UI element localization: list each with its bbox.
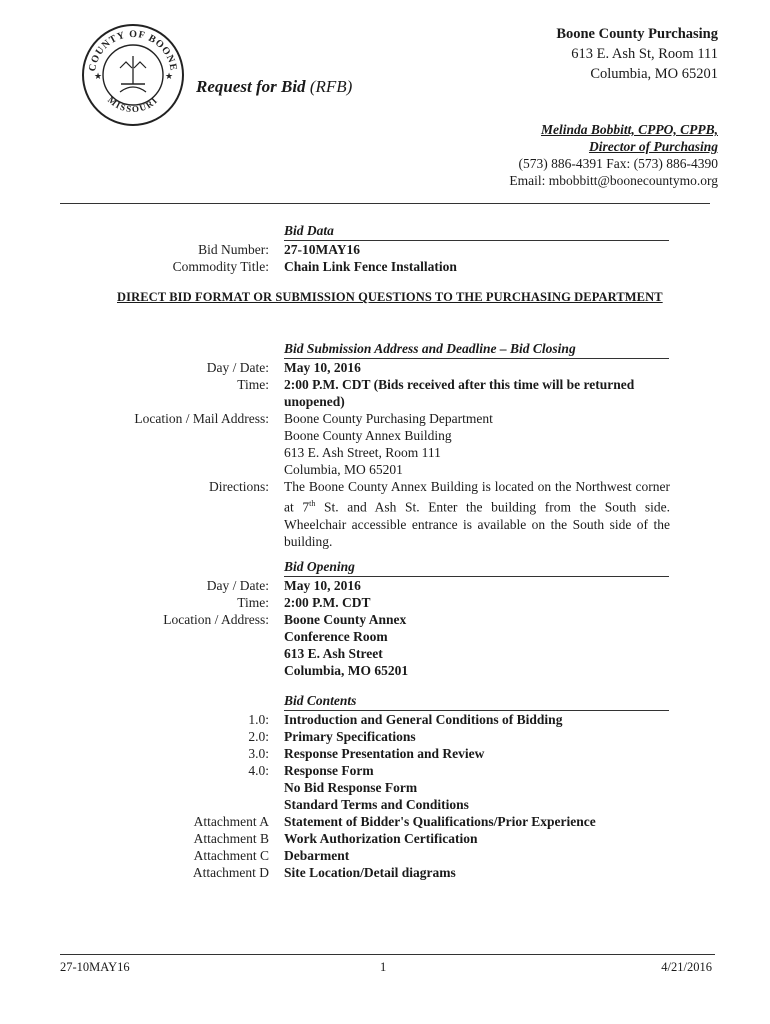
contents-item-number: Attachment A — [193, 814, 269, 829]
bid-data-heading: Bid Data — [284, 222, 669, 241]
contents-item-text: Introduction and General Conditions of Bidding — [284, 712, 563, 727]
opening-time-value: 2:00 P.M. CDT — [284, 595, 371, 610]
opening-location-line3: 613 E. Ash Street — [284, 646, 383, 661]
mail-address-line2: Boone County Annex Building — [284, 428, 452, 443]
mail-address-line4: Columbia, MO 65201 — [284, 462, 403, 477]
director-title: Director of Purchasing — [588, 139, 718, 154]
contents-item-text: Response Form — [284, 763, 374, 778]
bid-number-label: Bid Number: — [198, 242, 269, 257]
opening-location-line1: Boone County Annex — [284, 612, 407, 627]
contents-item-number: 3.0: — [248, 746, 269, 761]
footer-bid-number: 27-10MAY16 — [60, 960, 130, 974]
contents-item-text: No Bid Response Form — [284, 780, 418, 795]
contents-item-text: Standard Terms and Conditions — [284, 797, 469, 812]
bid-number-value: 27-10MAY16 — [284, 242, 360, 257]
contents-item-text: Statement of Bidder's Qualifications/Prior Experience — [284, 814, 596, 829]
opening-location-line2: Conference Room — [284, 629, 388, 644]
opening-date-value: May 10, 2016 — [284, 578, 361, 593]
contents-item-number: Attachment C — [193, 848, 269, 863]
contents-item-number: Attachment B — [193, 831, 269, 846]
footer-date: 4/21/2016 — [661, 960, 712, 974]
bid-opening-heading: Bid Opening — [284, 558, 669, 577]
directions-text — [284, 478, 670, 550]
title-text: Request for Bid — [196, 77, 306, 96]
directions-label: Directions: — [209, 479, 269, 494]
contents-item-number: 1.0: — [248, 712, 269, 727]
contents-item-text: Site Location/Detail diagrams — [284, 865, 456, 880]
closing-date-value: May 10, 2016 — [284, 360, 361, 375]
closing-time-value: 2:00 P.M. CDT (Bids received after this time will be returned unopened) — [284, 377, 635, 409]
seal-top-text: COUNTY OF BOONE — [87, 28, 179, 73]
director-contact-block — [509, 121, 718, 189]
opening-date-label: Day / Date: — [206, 578, 269, 593]
directions-text-part2: St. and Ash St. Enter the building from the South side. Wheelchair accessible entrance is available on the South side of the building. — [284, 499, 670, 549]
directions-superscript: th — [309, 499, 316, 508]
contents-item-number: 4.0: — [248, 763, 269, 778]
contents-item-text: Work Authorization Certification — [284, 831, 478, 846]
footer-page-number: 1 — [380, 960, 387, 974]
contents-item-text: Response Presentation and Review — [284, 746, 485, 761]
county-seal-icon — [80, 22, 186, 128]
directions-text-part1: The Boone County Annex Building is located on the Northwest corner at 7 — [284, 479, 670, 515]
mail-address-line1: Boone County Purchasing Department — [284, 411, 493, 426]
commodity-label: Commodity Title: — [172, 259, 269, 274]
document-title — [196, 77, 352, 97]
mail-address-line3: 613 E. Ash Street, Room 111 — [284, 445, 441, 460]
department-address-line1: 613 E. Ash St, Room 111 — [571, 46, 718, 62]
svg-text:★: ★ — [94, 71, 103, 81]
closing-date-label: Day / Date: — [206, 360, 269, 375]
opening-time-label: Time: — [237, 595, 269, 610]
contents-item-text: Debarment — [284, 848, 350, 863]
department-address-line2: Columbia, MO 65201 — [590, 66, 718, 82]
contents-item-text: Primary Specifications — [284, 729, 416, 744]
direct-questions-notice: DIRECT BID FORMAT OR SUBMISSION QUESTIONS TO THE PURCHASING DEPARTMENT — [117, 290, 663, 304]
director-email[interactable]: Email: mbobbitt@boonecountymo.org — [509, 173, 718, 188]
mail-address-label: Location / Mail Address: — [134, 411, 269, 426]
submission-heading: Bid Submission Address and Deadline – Bid Closing — [284, 340, 669, 359]
contents-item-number: Attachment D — [192, 865, 269, 880]
department-name: Boone County Purchasing — [556, 26, 718, 42]
director-phone: (573) 886-4391 Fax: (573) 886-4390 — [518, 156, 718, 171]
bid-contents-heading: Bid Contents — [284, 692, 669, 711]
director-name: Melinda Bobbitt, CPPO, CPPB, — [540, 122, 718, 137]
opening-location-label: Location / Address: — [163, 612, 269, 627]
footer-divider — [60, 954, 715, 955]
contents-item-number: 2.0: — [248, 729, 269, 744]
department-address-block — [556, 24, 718, 84]
seal-bottom-text: MISSOURI — [105, 94, 161, 115]
svg-text:★: ★ — [165, 71, 174, 81]
header-divider — [60, 203, 710, 204]
opening-location-line4: Columbia, MO 65201 — [284, 663, 409, 678]
closing-time-label: Time: — [237, 377, 269, 392]
title-abbr: (RFB) — [309, 77, 353, 96]
svg-text:MISSOURI — [106, 95, 160, 115]
commodity-value: Chain Link Fence Installation — [284, 259, 457, 274]
